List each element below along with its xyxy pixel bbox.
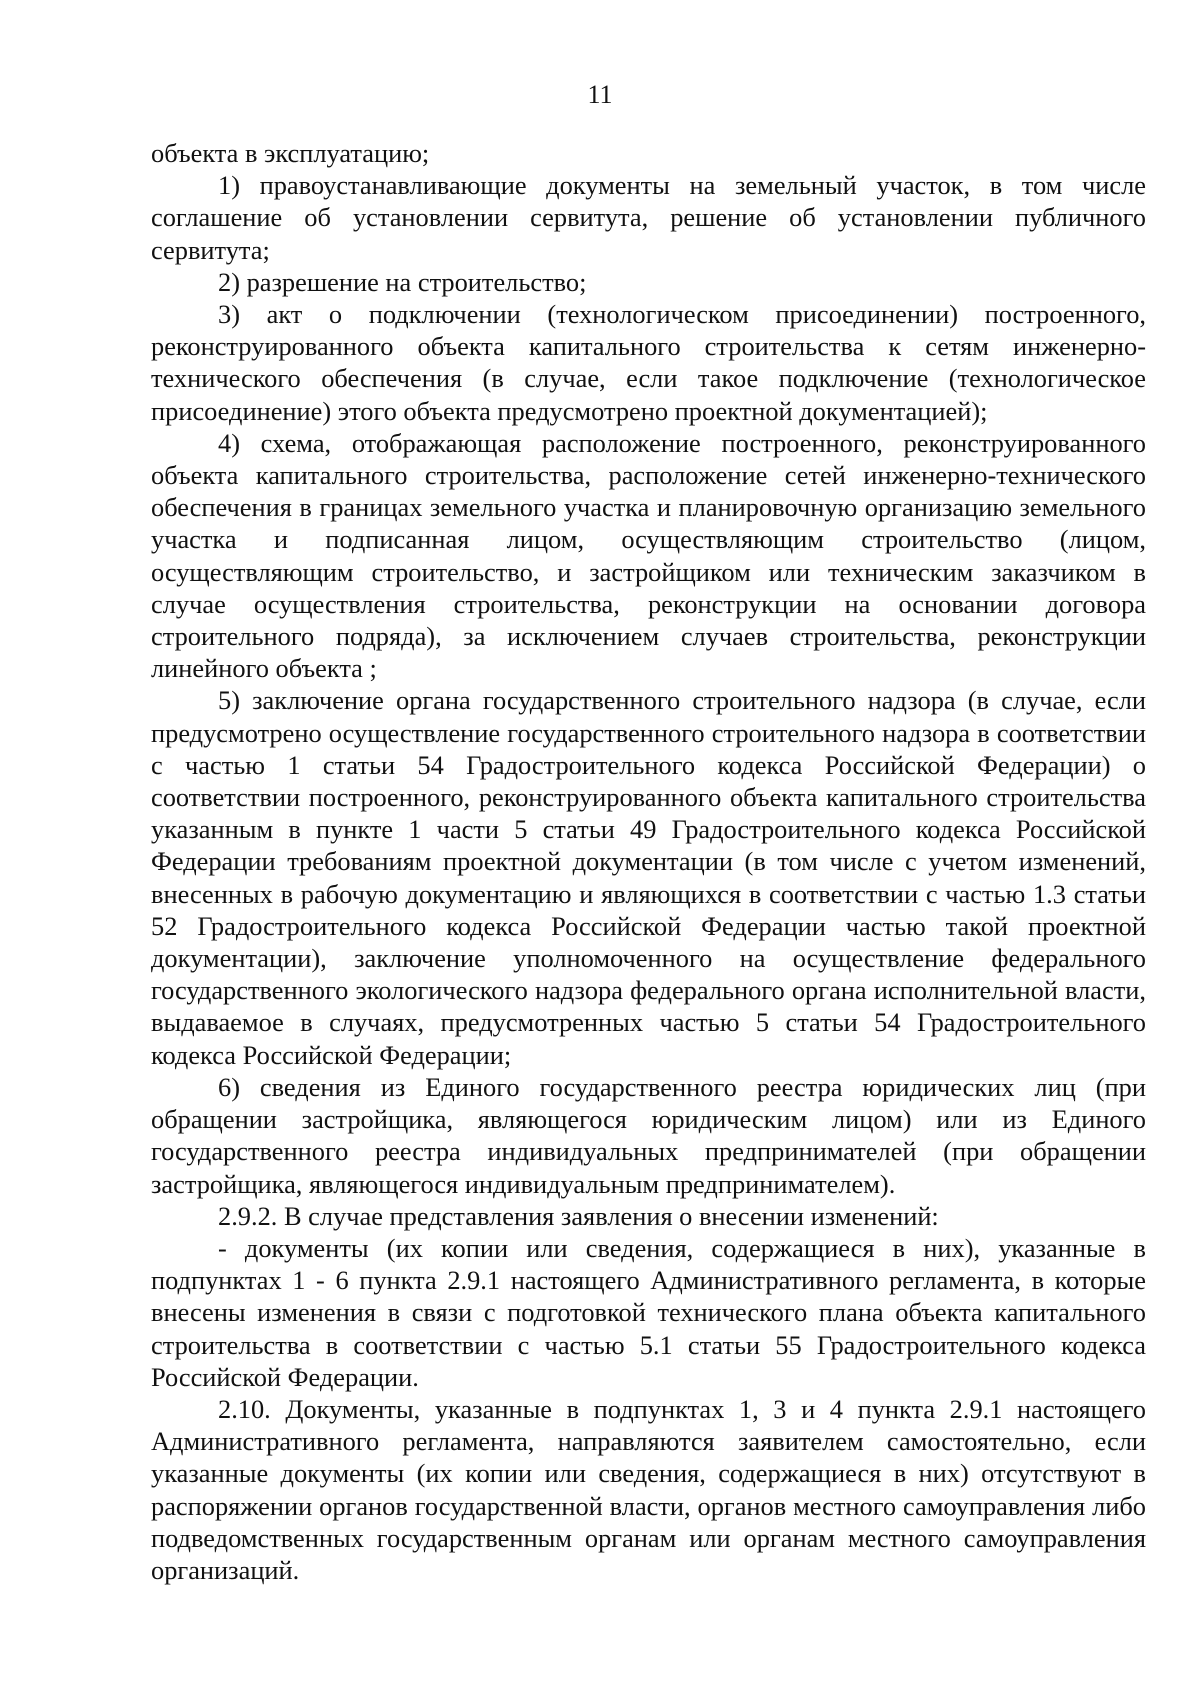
paragraph-item-4: 4) схема, отображающая расположение построенного, реконструированного объекта капитального строительства, расположение сетей инженерно-технического обеспечения в границах земельного участка и планировочную организацию земельного участка и подписанная лицом, осуществляющим строительство (лицом, осуществляющим строительство, и застройщиком или техническим заказчиком в случае осуществления строительства, реконструкции на основании договора строительного подряда), за исключением случаев строительства, реконструкции линейного объекта ; — [151, 427, 1146, 684]
paragraph-item-5: 5) заключение органа государственного строительного надзора (в случае, если предусмотрено осуществление государственного строительного надзора в соответствии с частью 1 статьи 54 Градостроительного кодекса Российской Федерации) о соответствии построенного, реконструированного объекта капитального строительства указанным в пункте 1 части 5 статьи 49 Градостроительного кодекса Российской Федерации требованиям проектной документации (в том числе с учетом изменений, внесенных в рабочую документацию и являющихся в соответствии с частью 1.3 статьи 52 Градостроительного кодекса Российской Федерации частью такой проектной документации), заключение уполномоченного на осуществление федерального государственного экологического надзора федерального органа исполнительной власти, выдаваемое в случаях, предусмотренных частью 5 статьи 54 Градостроительного кодекса Российской Федерации; — [151, 685, 1146, 1070]
paragraph-2-9-2: 2.9.2. В случае представления заявления о внесении изменений: — [218, 1200, 939, 1231]
paragraph-2-10: 2.10. Документы, указанные в подпунктах 1, 3 и 4 пункта 2.9.1 настоящего Административного регламента, направляются заявителем самостоятельно, если указанные документы (их копии или сведения, содержащиеся в них) отсутствуют в распоряжении органов государственной власти, органов местного самоуправления либо подведомственных государственным органам или органам местного самоуправления организаций. — [151, 1393, 1146, 1585]
page-number: 11 — [587, 80, 613, 109]
paragraph-item-2: 2) разрешение на строительство; — [218, 266, 587, 297]
paragraph-continuation: объекта в эксплуатацию; — [151, 138, 430, 168]
paragraph-item-6: 6) сведения из Единого государственного реестра юридических лиц (при обращении застройщика, являющегося юридическим лицом) или из Единого государственного реестра индивидуальных предпринимателей (при обращении застройщика, являющегося индивидуальным предпринимателем). — [151, 1071, 1146, 1199]
paragraph-2-9-2-item: - документы (их копии или сведения, содержащиеся в них), указанные в подпунктах 1 - 6 пункта 2.9.1 настоящего Административного регламента, в которые внесены изменения в связи с подготовкой технического плана объекта капитального строительства в соответствии с частью 5.1 статьи 55 Градостроительного кодекса Российской Федерации. — [151, 1232, 1146, 1392]
paragraph-item-3: 3) акт о подключении (технологическом присоединении) построенного, реконструированного объекта капитального строительства к сетям инженерно-технического обеспечения (в случае, если такое подключение (технологическое присоединение) этого объекта предусмотрено проектной документацией); — [151, 299, 1146, 426]
paragraph-item-1: 1) правоустанавливающие документы на земельный участок, в том числе соглашение об установлении сервитута, решение об установлении публичного сервитута; — [151, 170, 1146, 265]
document-body — [151, 137, 1146, 1586]
